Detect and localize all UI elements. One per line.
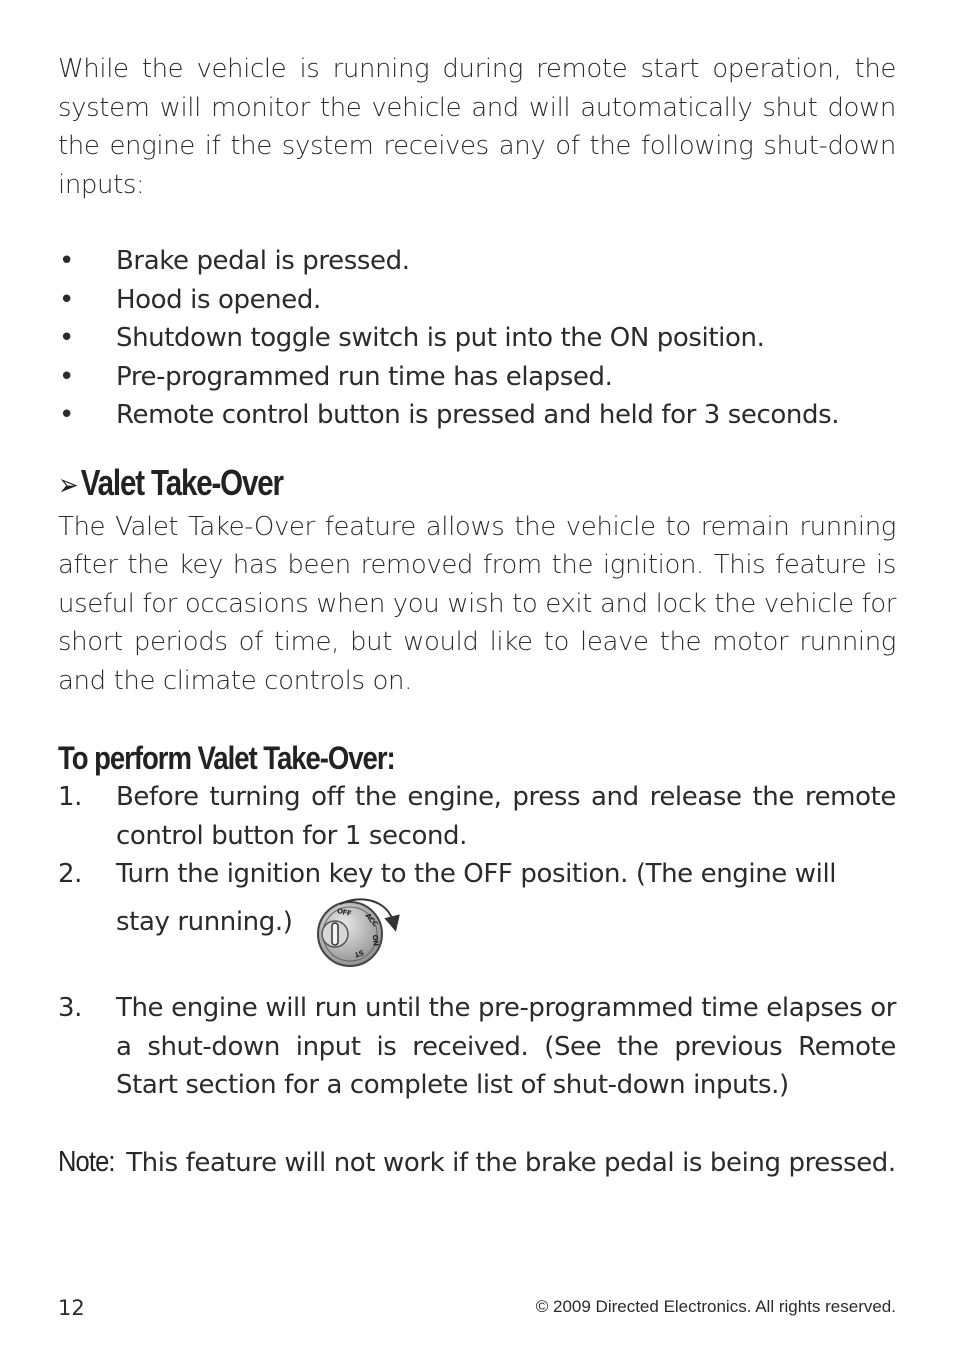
list-item: • Pre-programmed run time has elapsed.	[58, 358, 896, 397]
copyright-notice: © 2009 Directed Electronics. All rights reserved.	[535, 1297, 896, 1316]
note-label: Note:	[58, 1145, 115, 1178]
step-text: The engine will run until the pre-programmed time elapses or a shut-down input is received. (See the previous Remote Start section for a complete list of shut-down inputs.)	[116, 993, 896, 1100]
procedure-steps	[58, 778, 896, 1105]
list-item: • Hood is opened.	[58, 281, 896, 320]
ignition-label-st: ST	[354, 947, 366, 959]
bullet-icon: •	[59, 361, 74, 392]
list-item: • Brake pedal is pressed.	[58, 242, 896, 281]
shutdown-inputs-list	[58, 242, 896, 435]
list-item: • Remote control button is pressed and held for 3 seconds.	[58, 396, 896, 435]
list-item	[58, 778, 896, 855]
ignition-switch-icon	[310, 894, 402, 980]
ignition-label-off: OFF	[336, 906, 353, 918]
step-text: Turn the ignition key to the OFF position. (The engine will stay running.)	[116, 859, 837, 937]
arrow-bullet-icon: ➢	[58, 467, 78, 503]
list-item	[58, 855, 896, 979]
step-text: Before turning off the engine, press and release the remote control button for 1 second.	[116, 782, 896, 851]
procedure-heading: To perform Valet Take-Over:	[58, 740, 395, 776]
step-number: 1.	[58, 782, 83, 812]
manual-page	[58, 50, 896, 1208]
bullet-icon: •	[59, 246, 74, 276]
section-description: The Valet Take-Over feature allows the vehicle to remain running after the key has been removed from the ignition. This feature is useful for occasions when you wish to exit and lock the vehicle for short periods of time, but would like to leave the motor running and the climate controls on.	[58, 511, 896, 696]
step-number: 2.	[58, 859, 83, 889]
ignition-label-on: ON	[371, 933, 381, 946]
step-number: 3.	[58, 993, 83, 1023]
note-text: This feature will not work if the brake pedal is being pressed.	[126, 1147, 896, 1178]
list-item	[58, 989, 896, 1105]
intro-paragraph: While the vehicle is running during remote start operation, the system will monitor the vehicle and will automatically shut down the engine if the system receives any of the following shut-down inputs:	[58, 54, 896, 200]
note-paragraph	[58, 1143, 896, 1183]
list-item: • Shutdown toggle switch is put into the ON position.	[58, 319, 896, 358]
ignition-label-acc: ACC	[363, 911, 380, 928]
section-heading: ➢Valet Take-Over	[58, 461, 283, 503]
bullet-icon: •	[59, 323, 74, 353]
page-number: 12	[58, 1296, 85, 1320]
bullet-icon: •	[59, 284, 74, 315]
bullet-icon: •	[59, 400, 74, 430]
